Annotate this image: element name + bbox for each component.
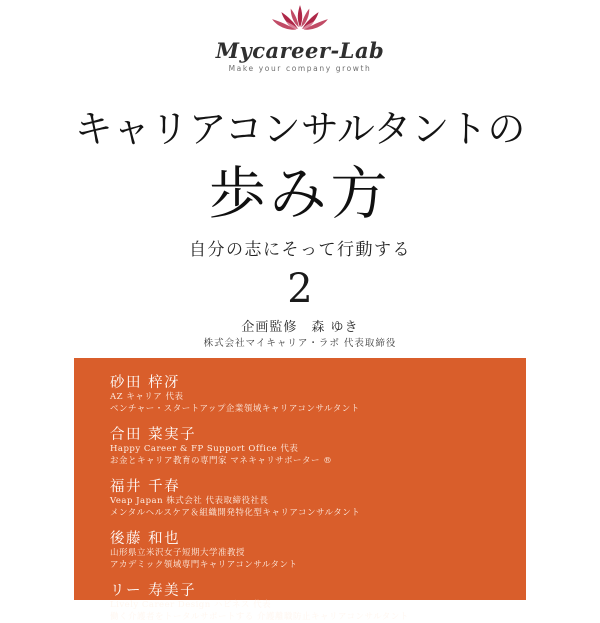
contributor-entry [110,426,526,467]
contributor-description: メンタルヘルスケア＆組織開発特化型キャリアコンサルタント [110,507,361,518]
contributor-role: Happy Career & FP Support Office 代表 [110,444,299,455]
contributor-description: アカデミック領域専門キャリアコンサルタント [110,559,298,570]
contributor-role: Lively Career Design ハピネス 代表 [110,600,272,611]
brand-name: Mycareer-Lab [215,38,385,63]
contributor-role: 山形県立米沢女子短期大学准教授 [110,548,246,559]
contributor-description: 働く介護者をトータルサポートする 介護離職防止キャリアコンサルタント [110,611,409,622]
contributor-entry [110,374,526,415]
contributors-panel [74,358,526,622]
contributor-role: Veap Japan 株式会社 代表取締役社長 [110,496,269,507]
contributor-name: 砂田 梓冴 [110,375,181,391]
contributor-description: ベンチャー・スタートアップ企業領域キャリアコンサルタント [110,403,360,414]
contributor-role: AZ キャリア 代表 [110,392,184,403]
contributor-description: お金とキャリア教育の専門家 マネキャリサポーター ® [110,455,333,466]
supervisor-credit: 企画監修 森 ゆき [241,320,359,335]
logo-block [0,4,600,73]
contributor-name: 福井 千春 [110,479,181,496]
book-title-line1: キャリアコンサルタントの [74,107,526,151]
contributor-name: リー 寿美子 [110,583,197,600]
contributor-name: 後藤 和也 [110,531,181,548]
contributor-entry [110,530,526,571]
book-title-line2: 歩み方 [208,161,392,227]
supervisor-title: 株式会社マイキャリア・ラボ 代表取締役 [203,338,397,349]
contributor-entry [110,582,526,623]
book-subtitle: 自分の志にそって行動する [189,240,411,260]
lotus-flower-icon [241,4,359,40]
brand-tagline: Make your company growth [228,64,372,74]
contributor-name: 合田 菜実子 [110,427,197,444]
volume-number: 2 [287,266,313,312]
contributor-entry [110,478,526,519]
